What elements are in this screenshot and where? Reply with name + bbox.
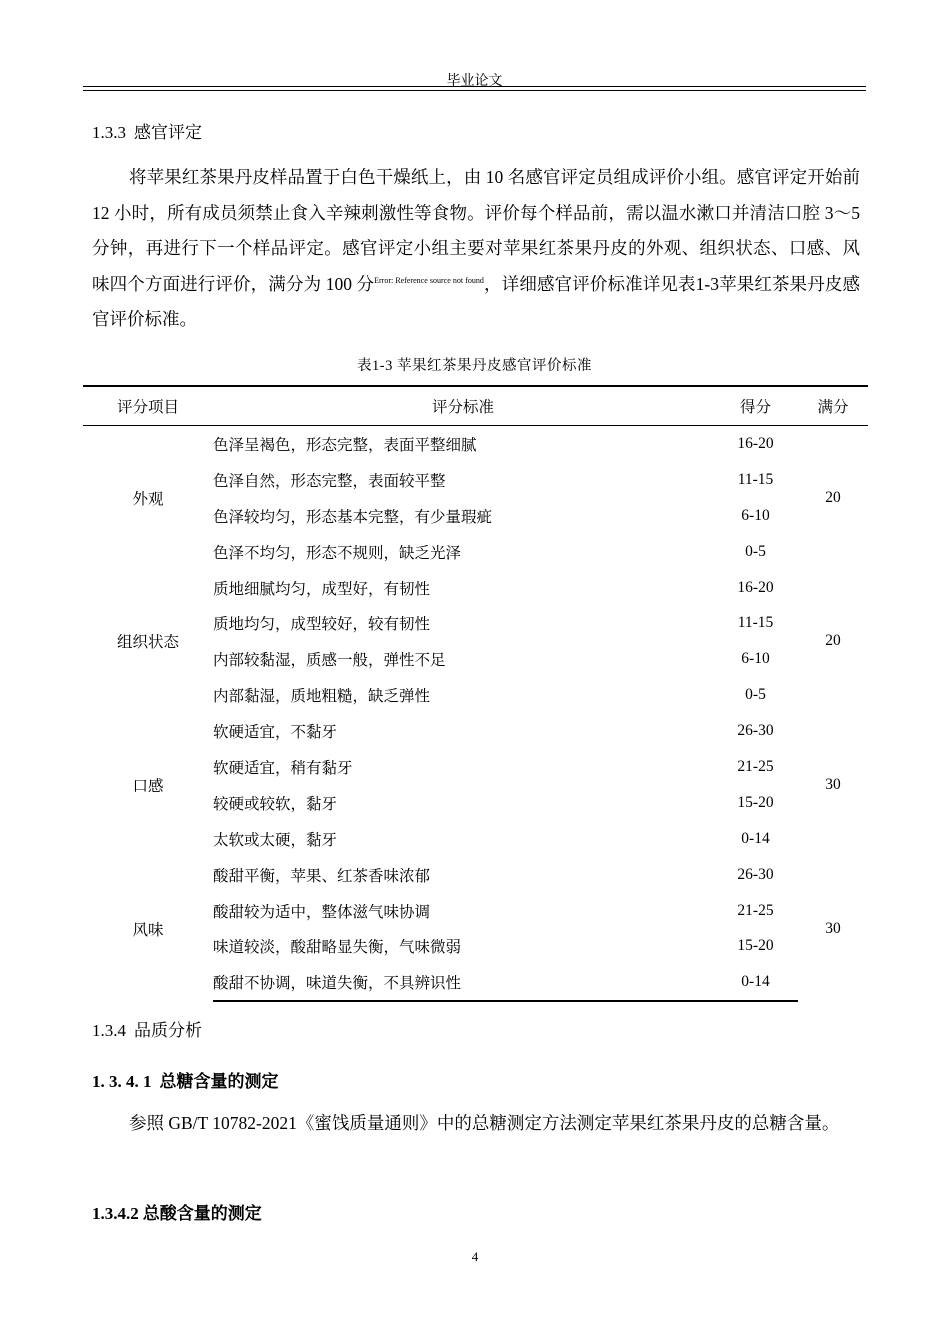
criterion-cell: 色泽自然，形态完整，表面较平整 <box>213 472 446 490</box>
score-cell: 0-5 <box>745 542 766 560</box>
table-row <box>83 426 868 462</box>
criterion-cell: 较硬或较软，黏牙 <box>213 795 338 813</box>
criterion-cell: 色泽较均匀，形态基本完整，有少量瑕疵 <box>213 508 493 526</box>
header-rule-thick <box>83 86 866 87</box>
score-cell: 0-5 <box>745 686 766 704</box>
section-heading-1-3-3 <box>92 118 202 143</box>
section-title: 总糖含量的测定 <box>159 1072 279 1091</box>
score-cell: 16-20 <box>737 434 774 452</box>
header-criterion: 评分标准 <box>213 386 713 426</box>
full-score-cell: 20 <box>825 632 841 650</box>
paragraph-total-sugar: 参照 GB/T 10782-2021《蜜饯质量通则》中的总糖测定方法测定苹果红茶果丹皮的总糖含量。 <box>129 1113 840 1133</box>
criterion-cell: 质地细腻均匀，成型好，有韧性 <box>213 580 431 598</box>
table-header-row <box>83 386 868 426</box>
criterion-cell: 色泽不均匀，形态不规则，缺乏光泽 <box>213 544 462 562</box>
score-cell: 21-25 <box>737 901 774 919</box>
score-cell: 0-14 <box>713 964 798 1001</box>
paragraph-text: 将苹果红茶果丹皮样品置于白色干燥纸上，由 10 名感官评定员组成评价小组。感官评定开始前 12 小时，所有成员须禁止食入辛辣刺激性等食物。评价每个样品前，需以温水漱口并清洁口腔 3～5 分钟，再进行下一个样品评定。感官评定小组主要对苹果红茶果丹皮的外观、组织状态、口感、风味四个方面进行评价，满分为 100 分 <box>92 167 860 294</box>
paragraph-text-tail: ，详细感官评价标准详见表1-3苹果红茶果丹皮感官评价标准。 <box>92 273 861 329</box>
category-cell: 口感 <box>132 777 164 795</box>
score-cell: 26-30 <box>737 865 774 883</box>
section-title: 品质分析 <box>134 1021 202 1040</box>
full-score-cell: 30 <box>825 919 841 937</box>
section-heading-1-3-4-2 <box>92 1199 262 1224</box>
category-cell: 风味 <box>132 921 164 939</box>
section-number: 1.3.3 <box>92 123 126 142</box>
score-cell: 16-20 <box>737 578 774 596</box>
score-cell: 11-15 <box>737 470 774 488</box>
table-row <box>83 857 868 893</box>
score-cell: 26-30 <box>737 722 774 740</box>
criterion-cell: 酸甜平衡，苹果、红茶香味浓郁 <box>213 867 431 885</box>
reference-error-citation: Error: Reference source not found <box>374 275 484 285</box>
section-number: 1. 3. 4. 1 <box>92 1072 152 1091</box>
criterion-cell: 酸甜不协调，味道失衡，不具辨识性 <box>213 964 713 1001</box>
score-cell: 21-25 <box>737 757 774 775</box>
section-number: 1.3.4 <box>92 1021 126 1040</box>
criterion-cell: 软硬适宜，不黏牙 <box>213 724 338 742</box>
score-cell: 11-15 <box>737 614 774 632</box>
criterion-cell: 色泽呈褐色，形态完整，表面平整细腻 <box>213 436 477 454</box>
section-number: 1.3.4.2 <box>92 1204 139 1223</box>
table-row <box>83 713 868 749</box>
section-title: 感官评定 <box>134 123 202 142</box>
section-heading-1-3-4-1 <box>92 1067 279 1092</box>
table-row <box>83 570 868 606</box>
score-cell: 6-10 <box>741 650 770 668</box>
category-cell: 组织状态 <box>116 634 179 652</box>
score-cell: 15-20 <box>737 793 774 811</box>
header-category: 评分项目 <box>83 386 213 426</box>
criterion-cell: 酸甜较为适中，整体滋气味协调 <box>213 903 431 921</box>
header-score: 得分 <box>713 386 798 426</box>
page-number: 4 <box>471 1249 479 1264</box>
score-cell: 0-14 <box>741 829 770 847</box>
criterion-cell: 内部较黏湿，质感一般，弹性不足 <box>213 652 446 670</box>
criterion-cell: 内部黏湿，质地粗糙，缺乏弹性 <box>213 688 431 706</box>
score-cell: 6-10 <box>741 506 770 524</box>
running-header: 毕业论文 <box>446 74 503 89</box>
sensory-evaluation-table <box>83 385 868 1002</box>
criterion-cell: 味道较淡，酸甜略显失衡，气味微弱 <box>213 939 462 957</box>
score-cell: 15-20 <box>737 937 774 955</box>
criterion-cell: 软硬适宜，稍有黏牙 <box>213 759 353 777</box>
full-score-cell: 20 <box>825 488 841 506</box>
header-full-score: 满分 <box>798 386 868 426</box>
section-heading-1-3-4 <box>92 1016 202 1041</box>
category-cell: 外观 <box>132 490 164 508</box>
section-title: 总酸含量的测定 <box>142 1204 262 1223</box>
criterion-cell: 质地均匀，成型较好，较有韧性 <box>213 616 431 634</box>
table-caption: 表1-3 苹果红茶果丹皮感官评价标准 <box>357 358 592 374</box>
paragraph-sensory-evaluation <box>92 160 860 338</box>
full-score-cell: 30 <box>825 775 841 793</box>
criterion-cell: 太软或太硬，黏牙 <box>213 831 338 849</box>
header-rule-thin <box>83 90 866 91</box>
